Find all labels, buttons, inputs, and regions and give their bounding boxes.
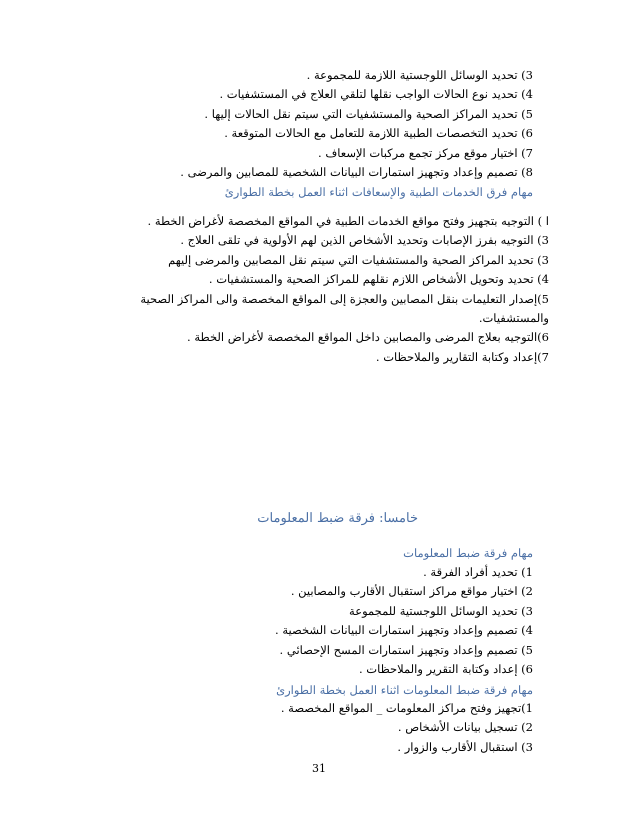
list-item: 3) تحديد الوسائل اللوجستية للمجموعة (349, 603, 533, 618)
list-item: 6) إعداد وكتابة التقرير والملاحظات . (358, 662, 533, 677)
list-item: 8) تصميم وإعداد وتجهيز استمارات البيانات الشخصية للمصابين والمرضى . (180, 165, 533, 180)
section-heading: مهام فرقة ضبط المعلومات (403, 546, 533, 560)
task-list-a (0, 66, 638, 182)
task-list-d (0, 699, 638, 757)
list-item: 6)التوجيه بعلاج المرضى والمصابين داخل المواقع المخصصة لأغراض الخطة . (187, 330, 549, 345)
list-item: 3) تحديد المراكز الصحية والمستشفيات التي سيتم نقل المصابين والمرضى إليهم (168, 252, 549, 267)
task-list-b (0, 212, 638, 367)
medical-teams-section (0, 183, 638, 202)
list-item: 7) اختيار موقع مركز تجمع مركبات الإسعاف . (318, 145, 533, 160)
list-item: 4) تصميم وإعداد وتجهيز استمارات البيانات الشخصية . (275, 623, 533, 638)
page-number: 31 (312, 762, 326, 775)
list-item: 2) تسجيل بيانات الأشخاص . (397, 720, 533, 735)
list-item: 3) التوجيه بفرز الإصابات وتحديد الأشخاص الذين لهم الأولوية في تلقى العلاج . (180, 233, 549, 248)
list-item: 1) تحديد أفراد الفرقة . (423, 565, 533, 579)
list-item: ا ) التوجيه بتجهيز وفتح مواقع الخدمات الطبية في المواقع المخصصة لأغراض الخطة . (147, 214, 549, 228)
list-item: 6) تحديد التخصصات الطبية اللازمة للتعامل مع الحالات المتوقعة . (224, 126, 533, 141)
list-item: 3) استقبال الأقارب والزوار . (397, 739, 533, 754)
section-heading: مهام فرقة ضبط المعلومات اثناء العمل بخطة الطوارئ (276, 683, 533, 697)
list-item: 5)إصدار التعليمات بنقل المصابين والعجزة إلى المواقع المخصصة والى المراكز الصحية (140, 291, 549, 306)
list-item: 5) تصميم وإعداد وتجهيز استمارات المسح الإحصائي . (279, 642, 533, 657)
list-item: 7)إعداد وكتابة التقارير والملاحظات . (375, 349, 549, 364)
list-item: 4) تحديد وتحويل الأشخاص اللازم نقلهم للمراكز الصحية والمستشفيات . (208, 272, 549, 287)
list-item: 2) اختيار مواقع مراكز استقبال الأقارب والمصابين . (290, 584, 533, 599)
list-item: 1)تجهيز وفتح مراكز المعلومات _ المواقع المخصصة . (280, 701, 533, 715)
info-team-emergency-section (0, 681, 638, 700)
info-team-section (0, 544, 638, 563)
section-title: خامسا: فرقة ضبط المعلومات (257, 511, 418, 526)
section-heading: مهام فرق الخدمات الطبية والإسعافات اثناء العمل بخطة الطوارئ (224, 185, 533, 199)
list-item: 3) تحديد الوسائل اللوجستية اللازمة للمجموعة . (306, 68, 533, 82)
section-five (0, 509, 638, 529)
list-item-continuation: والمستشفيات. (478, 311, 549, 326)
list-item: 4) تحديد نوع الحالات الواجب نقلها لتلقي العلاج في المستشفيات . (219, 87, 533, 102)
task-list-c (0, 563, 638, 679)
list-item: 5) تحديد المراكز الصحية والمستشفيات التي سيتم نقل الحالات إليها . (204, 106, 533, 121)
